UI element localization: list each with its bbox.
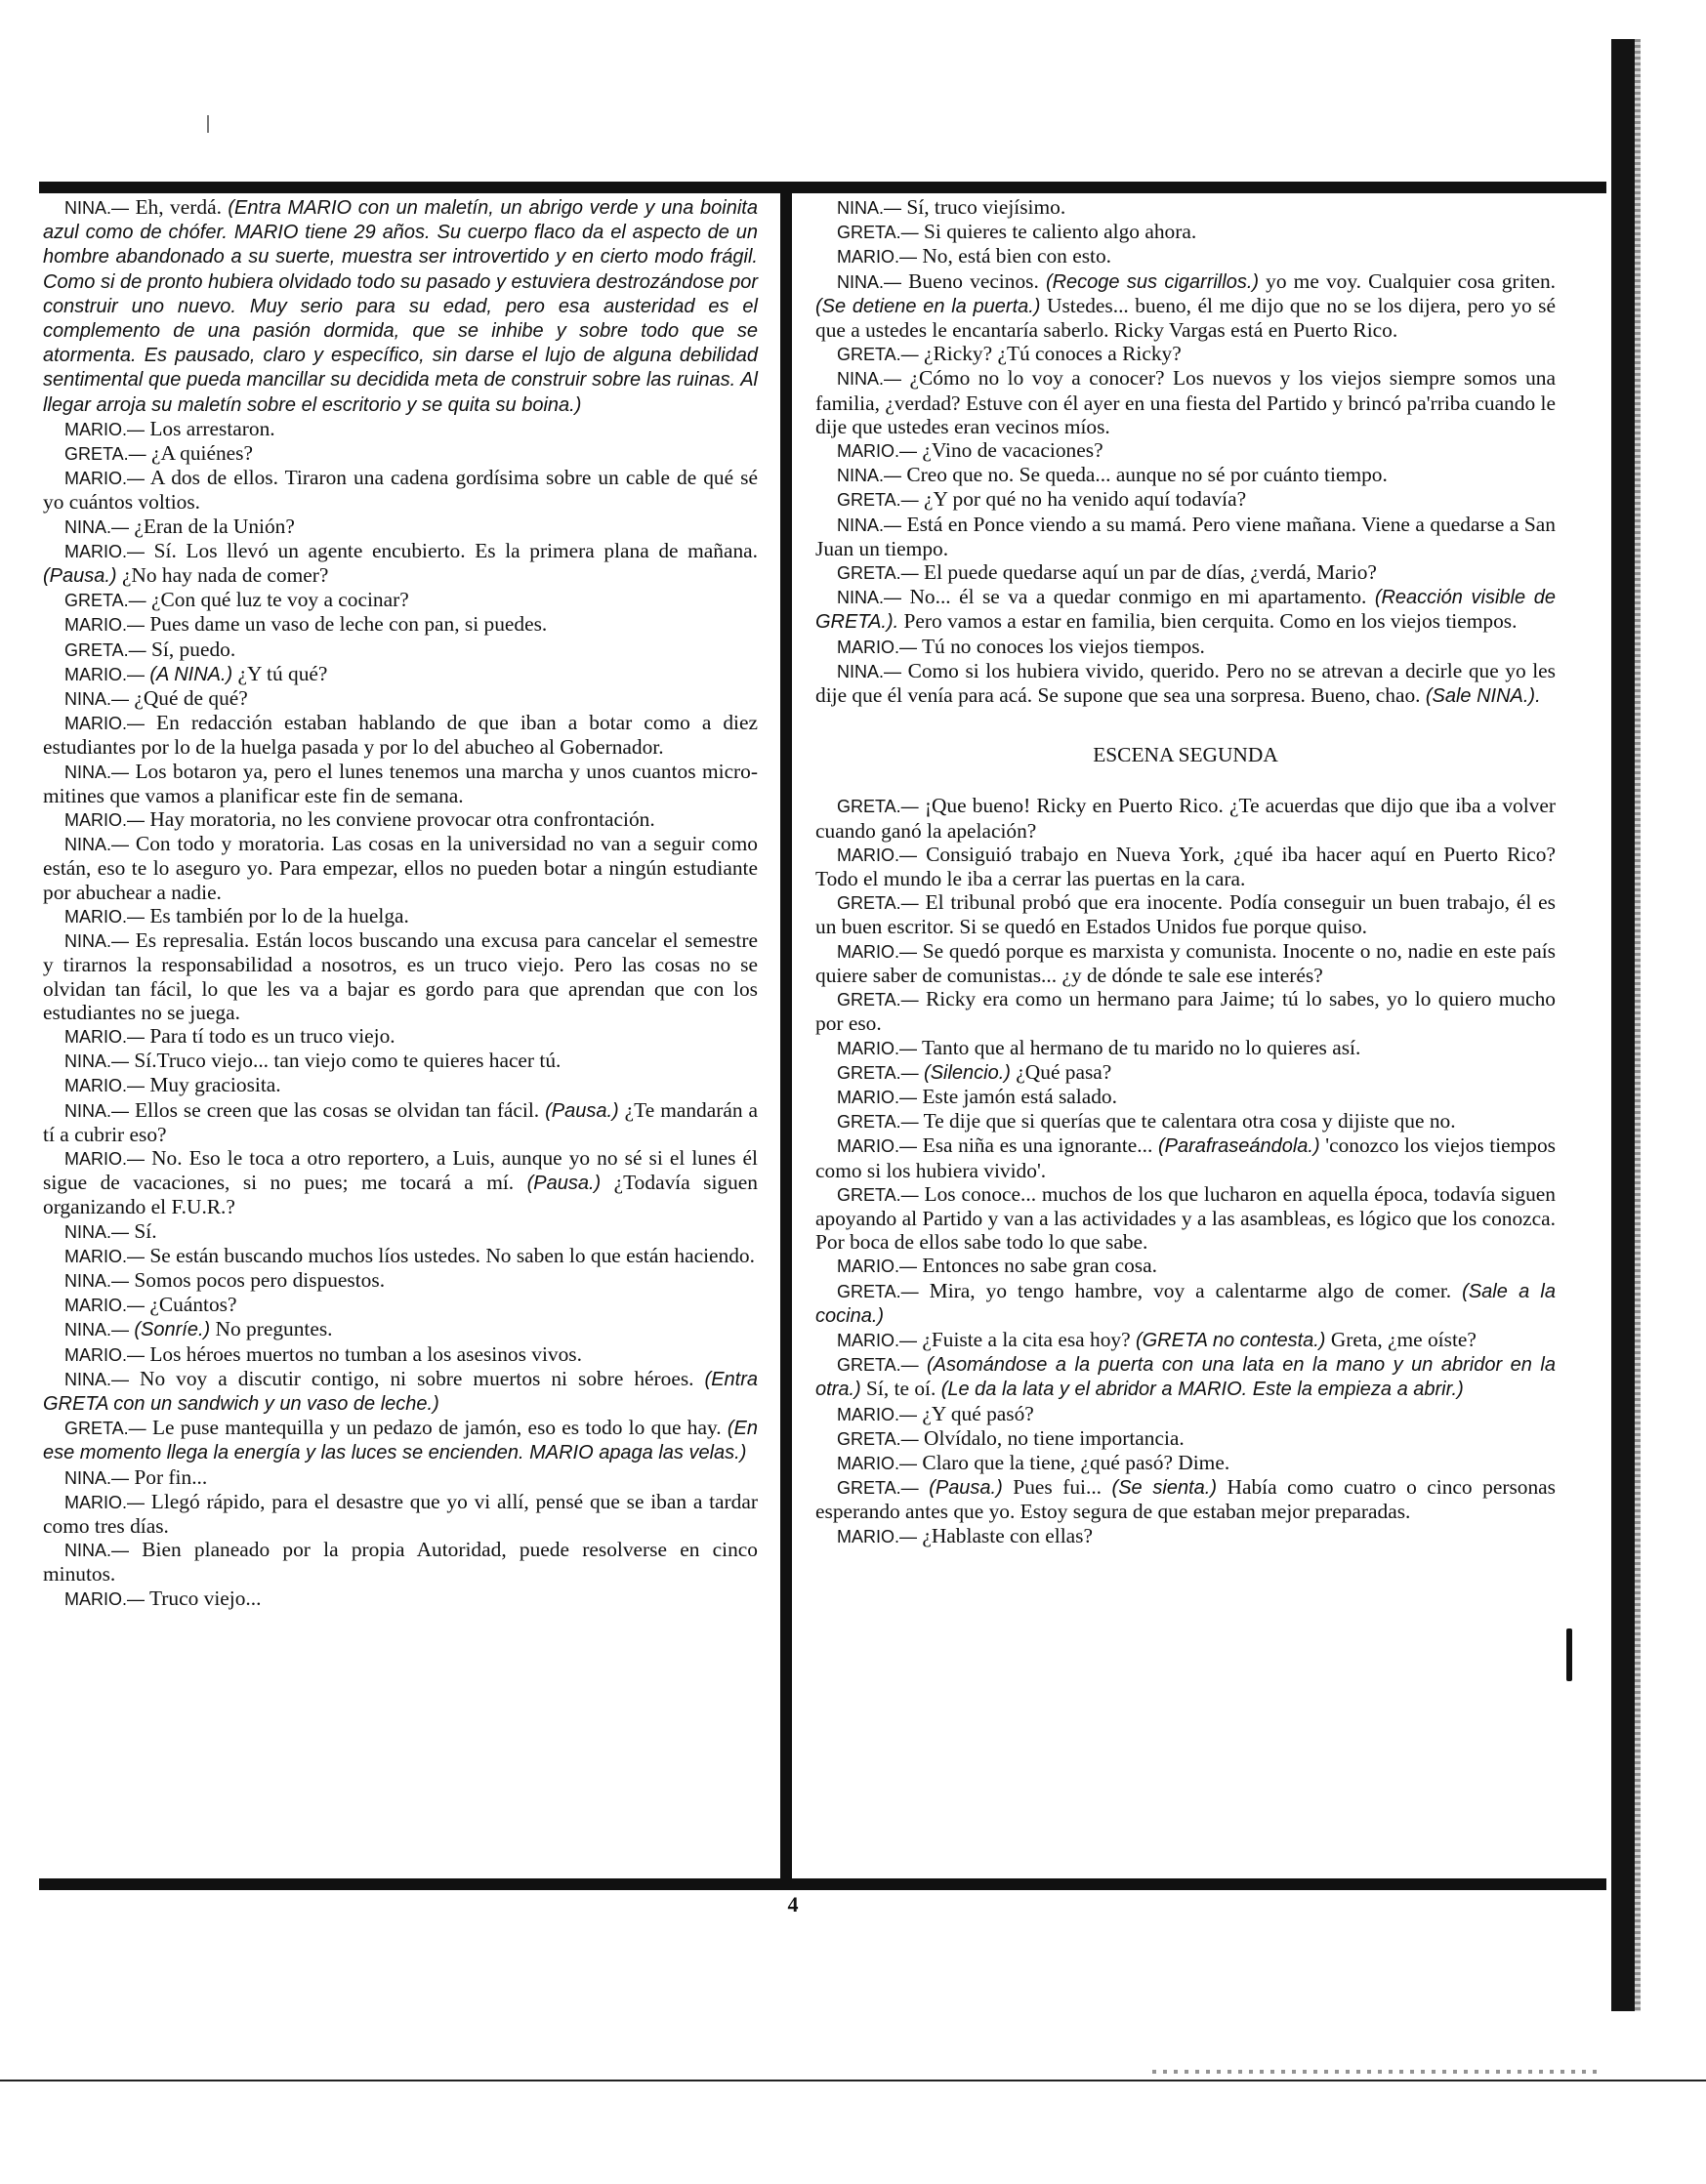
dialogue-paragraph (43, 1416, 758, 1464)
speaker-name: NINA.— (837, 271, 902, 292)
speaker-name: MARIO.— (64, 1076, 146, 1096)
dialogue-paragraph (815, 1402, 1556, 1426)
dialogue-paragraph (815, 1036, 1556, 1060)
dialogue-text: Mira, yo tengo hambre, voy a calentarme algo de comer. (918, 1278, 1463, 1302)
dialogue-paragraph (43, 638, 758, 662)
dialogue-text: ¿Te mandarán a tí a cubrir eso? (43, 1097, 758, 1146)
speaker-name: MARIO.— (64, 906, 146, 927)
dialogue-paragraph (43, 1465, 758, 1490)
stage-direction: (A NINA.) (149, 663, 233, 685)
dialogue-text: Sí, truco viejísimo. (901, 195, 1066, 219)
dialogue-text: Entonces no sabe gran cosa. (917, 1254, 1157, 1278)
speaker-name: NINA.— (64, 1221, 130, 1242)
speaker-name: NINA.— (64, 689, 130, 710)
dialogue-paragraph (43, 588, 758, 612)
dialogue-text: En redacción estaban hablando de que iban a botar como a diez estudiantes por lo de la huelga pasada y por lo del abucheo al Gobernador. (43, 711, 758, 760)
speaker-name: NINA.— (64, 1270, 130, 1291)
dialogue-text: Greta, ¿me oíste? (1325, 1327, 1477, 1351)
dialogue-paragraph (43, 1024, 758, 1049)
dialogue-paragraph (815, 1426, 1556, 1451)
dialogue-paragraph (815, 463, 1556, 487)
speaker-name: GRETA.— (837, 1478, 919, 1499)
speaker-name: GRETA.— (837, 990, 919, 1010)
speaker-name: NINA.— (64, 198, 130, 218)
dialogue-paragraph (43, 1219, 758, 1244)
speaker-name: NINA.— (64, 835, 130, 855)
dialogue-paragraph (43, 711, 758, 759)
dialogue-paragraph (43, 466, 758, 514)
dialogue-text: Ellos se creen que las cosas se olvidan tan fácil. (129, 1097, 546, 1122)
dialogue-text: No, está bien con esto. (917, 244, 1112, 268)
dialogue-paragraph (815, 939, 1556, 987)
speaker-name: GRETA.— (837, 1428, 919, 1449)
left-column (43, 195, 758, 1611)
dialogue-text: El tribunal probó que era inocente. Podía conseguir un buen trabajo, él es un buen escritor. Si se quedó en Estados Unidos fue porque quiso. (815, 890, 1556, 939)
speaker-name: MARIO.— (837, 1404, 918, 1424)
speaker-name: GRETA.— (837, 1281, 919, 1301)
dialogue-text (919, 1352, 927, 1376)
dialogue-text: ¡Que bueno! Ricky en Puerto Rico. ¿Te acuerdas que dijo que iba a volver cuando ganó la apelación? (815, 794, 1556, 843)
stage-direction: (Pausa.) (545, 1099, 619, 1122)
dialogue-text: Los conoce... muchos de los que lucharon en aquella época, todavía siguen apoyando al Partido y van a las actividades y a las asambleas, es lógico que los conozca. Por boca de ellos sabe todo lo que sabe. (815, 1181, 1556, 1255)
dialogue-text: Sí, te oí. (860, 1377, 941, 1401)
right-column-part-a (815, 195, 1556, 708)
stage-direction: (Silencio.) (924, 1061, 1011, 1084)
speaker-name: GRETA.— (837, 1184, 919, 1205)
dialogue-paragraph (43, 1538, 758, 1586)
speaker-name: NINA.— (64, 1467, 130, 1488)
dialogue-text: Está en Ponce viendo a su mamá. Pero viene mañana. Viene a quedarse a San Juan un tiempo. (815, 512, 1556, 560)
speaker-name: MARIO.— (837, 247, 918, 268)
speaker-name: MARIO.— (64, 615, 146, 636)
dialogue-paragraph (815, 1279, 1556, 1328)
dialogue-text: ¿Hablaste con ellas? (917, 1523, 1093, 1547)
dialogue-paragraph (43, 1049, 758, 1073)
speaker-name: MARIO.— (64, 1148, 146, 1169)
speaker-name: MARIO.— (837, 441, 918, 462)
dialogue-text: ¿Cómo no lo voy a conocer? Los nuevos y los viejos siempre somos una familia, ¿verdad? Estuve con él ayer en una fiesta del Partido y brincó pa'rriba cuando le dije que ustedes eran vecinos míos. (815, 366, 1556, 438)
stage-direction: (Sale a la cocina.) (815, 1280, 1556, 1327)
dialogue-text: Pero vamos a estar en familia, bien cerquita. Como en los viejos tiempos. (898, 609, 1518, 634)
stage-direction: (GRETA no contesta.) (1135, 1329, 1326, 1351)
dialogue-paragraph (815, 1451, 1556, 1475)
dialogue-text: Bien planeado por la propia Autoridad, puede resolverse en cinco minutos. (43, 1538, 758, 1586)
dialogue-paragraph (43, 1293, 758, 1317)
dialogue-text: Había como cuatro o cinco personas esperando antes que yo. Estoy segura de que estaban mejor preparadas. (815, 1475, 1556, 1524)
dialogue-text: ¿Qué pasa? (1010, 1059, 1112, 1084)
dialogue-text: A dos de ellos. Tiraron una cadena gordísima sobre un cable de qué sé yo cuántos voltios. (43, 466, 758, 515)
dialogue-text: Sí, puedo. (146, 637, 236, 661)
bottom-rule (39, 1878, 1606, 1890)
dialogue-paragraph (815, 560, 1556, 585)
dialogue-text: No preguntes. (210, 1317, 333, 1341)
speaker-name: NINA.— (837, 515, 902, 535)
dialogue-paragraph (43, 417, 758, 441)
speaker-name: MARIO.— (64, 541, 146, 561)
dialogue-text: Truco viejo... (145, 1586, 262, 1610)
dialogue-paragraph (815, 1524, 1556, 1548)
dialogue-text: ¿A quiénes? (146, 441, 253, 466)
dialogue-paragraph (815, 1109, 1556, 1133)
dialogue-paragraph (815, 585, 1556, 634)
stage-direction: (Entra MARIO con un maletín, un abrigo verde y una boinita azul como de chófer. MARIO tiene 29 años. Su cuerpo flaco da el aspecto de un hombre abandonado a su suerte, muestra ser introvertido y en cierto modo frágil. Como si de pronto hubiera olvidado todo su pasado y estuviera destrozándose por construir uno nuevo. Muy serio para su edad, pero esa austeridad es el complemento de una pasión dormida, que se inhibe y sobre todo que se atormenta. Es pausado, claro y específico, sin darse el lujo de alguna debilidad sentimental que pueda mancillar su decidida meta de construir sobre las ruinas. Al llegar arroja su maletín sobre el escritorio y se quita su boina.) (43, 197, 758, 416)
dialogue-paragraph (815, 269, 1556, 343)
right-column (815, 195, 1556, 1548)
dialogue-text: Eh, verdá. (129, 195, 229, 219)
stray-scan-mark (207, 115, 209, 133)
dialogue-paragraph (43, 1586, 758, 1611)
speaker-name: MARIO.— (64, 1296, 146, 1316)
dialogue-text: 'conozco los viejos tiempos como si los hubiera vivido'. (815, 1133, 1556, 1182)
dialogue-paragraph (43, 1342, 758, 1367)
speaker-name: MARIO.— (837, 1453, 918, 1473)
dialogue-paragraph (815, 487, 1556, 512)
dialogue-paragraph (815, 635, 1556, 659)
stage-direction: (Pausa.) (526, 1173, 602, 1195)
dialogue-text: Tú no conoces los viejos tiempos. (917, 634, 1205, 658)
dialogue-paragraph (43, 904, 758, 928)
dialogue-paragraph (815, 1133, 1556, 1181)
dialogue-text: ¿Fuiste a la cita esa hoy? (917, 1327, 1136, 1351)
dialogue-paragraph (815, 244, 1556, 268)
dialogue-text: Hay moratoria, no les conviene provocar otra confrontación. (145, 807, 655, 832)
speaker-name: NINA.— (837, 661, 902, 681)
stage-direction: (Parafraseándola.) (1157, 1135, 1320, 1158)
speaker-name: NINA.— (64, 1320, 130, 1340)
dialogue-text: Como si los hubiera vivido, querido. Pero no se atrevan a decirle que yo les dije que él venía para acá. Se supone que sea una sorpresa. Bueno, chao. (815, 658, 1556, 708)
dialogue-paragraph (815, 1352, 1556, 1401)
dialogue-text: Para tí todo es un truco viejo. (145, 1023, 395, 1048)
speaker-name: GRETA.— (64, 591, 146, 611)
dialogue-paragraph (43, 1490, 758, 1538)
speaker-name: MARIO.— (837, 1330, 918, 1350)
speaker-name: MARIO.— (837, 1257, 918, 1277)
dialogue-text: ¿Ricky? ¿Tú conoces a Ricky? (918, 342, 1182, 366)
scene-heading: ESCENA SEGUNDA (1093, 743, 1278, 767)
dialogue-text: Este jamón está salado. (917, 1084, 1117, 1108)
speaker-name: MARIO.— (64, 1026, 146, 1047)
dialogue-paragraph (43, 612, 758, 637)
speaker-name: NINA.— (64, 516, 130, 537)
dialogue-paragraph (815, 513, 1556, 560)
speaker-name: GRETA.— (64, 639, 146, 660)
dialogue-paragraph (815, 220, 1556, 244)
dialogue-text: ¿Todavía siguen organizando el F.U.R.? (43, 1171, 758, 1219)
speaker-name: MARIO.— (64, 1492, 146, 1512)
dialogue-paragraph (43, 686, 758, 711)
dialogue-paragraph (43, 662, 758, 686)
speaker-name: MARIO.— (837, 1526, 918, 1546)
speaker-name: GRETA.— (837, 1112, 919, 1133)
stage-direction: (Asomándose a la puerta con una lata en la mano y un abridor en la otra.) (815, 1354, 1556, 1401)
dialogue-text: No voy a discutir contigo, ni sobre muertos ni sobre héroes. (129, 1366, 705, 1390)
dialogue-paragraph (815, 794, 1556, 842)
speaker-name: GRETA.— (837, 1355, 919, 1376)
speaker-name: GRETA.— (837, 563, 919, 584)
scan-bottom-line (0, 2080, 1706, 2081)
dialogue-text: ¿Qué de qué? (129, 686, 248, 711)
speaker-name: NINA.— (64, 1051, 130, 1072)
speaker-name: MARIO.— (64, 469, 146, 489)
speaker-name: GRETA.— (837, 223, 919, 243)
dialogue-text: El puede quedarse aquí un par de días, ¿verdá, Mario? (918, 560, 1377, 585)
dialogue-paragraph (815, 1182, 1556, 1255)
speaker-name: MARIO.— (64, 1344, 146, 1365)
dialogue-text: Claro que la tiene, ¿qué pasó? Dime. (917, 1450, 1230, 1474)
dialogue-text: ¿Vino de vacaciones? (917, 438, 1103, 463)
dialogue-text: Por fin... (129, 1464, 208, 1489)
dialogue-paragraph (815, 1085, 1556, 1109)
dialogue-text: Consiguió trabajo en Nueva York, ¿qué iba hacer aquí en Puerto Rico? Todo el mundo le iba a cerrar las puertas en la cara. (815, 842, 1556, 891)
dialogue-paragraph (43, 807, 758, 832)
speaker-name: MARIO.— (64, 1588, 146, 1609)
speaker-name: NINA.— (837, 369, 902, 390)
dialogue-paragraph (815, 987, 1556, 1035)
dialogue-text: No. Eso le toca a otro reportero, a Luis, aunque yo no sé si el lunes él sigue de vacaciones, si no pues; me tocará a mí. (43, 1145, 758, 1195)
dialogue-text: Esa niña es una ignorante... (917, 1133, 1158, 1158)
dialogue-text: Sí. (129, 1218, 157, 1243)
dialogue-text: Le puse mantequilla y un pedazo de jamón, eso es todo lo que hay. (146, 1416, 728, 1440)
dialogue-text: Pues fui... (1002, 1475, 1112, 1500)
speaker-name: MARIO.— (837, 1038, 918, 1058)
dialogue-text: Se están buscando muchos líos ustedes. No saben lo que están haciendo. (145, 1243, 755, 1267)
stage-direction: (Sonríe.) (134, 1319, 211, 1341)
dialogue-text: Creo que no. Se queda... aunque no sé por cuánto tiempo. (901, 463, 1388, 487)
dialogue-text: Sí. Los llevó un agente encubierto. Es la primera plana de mañana. (145, 538, 758, 562)
dialogue-text: Es también por lo de la huelga. (145, 903, 409, 927)
dialogue-text: ¿Con qué luz te voy a cocinar? (146, 588, 409, 612)
speaker-name: MARIO.— (64, 664, 146, 684)
dialogue-paragraph (43, 1098, 758, 1146)
dialogue-text: Ustedes... bueno, él me dijo que no se los dijera, pero yo sé que a ustedes le encantaría saberlo. Ricky Vargas está en Puerto Rico. (815, 293, 1556, 343)
dialogue-paragraph (43, 195, 758, 417)
dialogue-text: Sí.Truco viejo... tan viejo como te quieres hacer tú. (129, 1049, 562, 1073)
dialogue-text: Muy graciosita. (145, 1073, 281, 1097)
speaker-name: NINA.— (64, 1369, 130, 1389)
dialogue-text: Olvídalo, no tiene importancia. (918, 1425, 1185, 1450)
margin-pen-mark (1566, 1628, 1572, 1681)
dialogue-text: Bueno vecinos. (901, 268, 1046, 293)
speaker-name: MARIO.— (64, 810, 146, 831)
dialogue-paragraph (43, 1268, 758, 1293)
stage-direction: (Se sienta.) (1111, 1477, 1217, 1500)
dialogue-text: Pues dame un vaso de leche con pan, si puedes. (145, 612, 548, 637)
speaker-name: GRETA.— (837, 893, 919, 914)
dialogue-text: Los botaron ya, pero el lunes tenemos una marcha y unos cuantos micro-mitines que vamos a planificar este fin de semana. (43, 759, 758, 807)
dialogue-paragraph (815, 438, 1556, 463)
dialogue-text: ¿Y tú qué? (232, 661, 328, 685)
dialogue-paragraph (43, 1367, 758, 1416)
top-rule (39, 182, 1606, 193)
dialogue-text: ¿Eran de la Unión? (129, 514, 295, 538)
stage-direction: (Pausa.) (43, 565, 117, 588)
speaker-name: GRETA.— (837, 490, 919, 511)
speaker-name: MARIO.— (64, 1246, 146, 1266)
speaker-name: MARIO.— (64, 419, 146, 439)
dialogue-paragraph (43, 1073, 758, 1097)
stage-direction: (En ese momento llega la energía y las luces se encienden. MARIO apaga las velas.) (43, 1418, 758, 1464)
dialogue-paragraph (43, 1146, 758, 1219)
speaker-name: NINA.— (64, 1100, 130, 1121)
dialogue-text: Es represalia. Están locos buscando una excusa para cancelar el semestre y tirarnos la responsabilidad a nosotros, es un truco viejo. Pero las cosas no se olvidan tan fácil, lo que les va a bajar es gordo para que aprendan que con los estudiantes no se juega. (43, 928, 758, 1024)
dialogue-text: yo me voy. Cualquier cosa griten. (1259, 268, 1556, 293)
dialogue-paragraph (815, 1254, 1556, 1278)
speaker-name: MARIO.— (837, 1087, 918, 1107)
dialogue-paragraph (815, 1475, 1556, 1523)
speaker-name: MARIO.— (64, 714, 146, 734)
stage-direction: (Entra GRETA con un sandwich y un vaso de leche.) (43, 1368, 758, 1415)
dialogue-paragraph (815, 1328, 1556, 1352)
dialogue-paragraph (43, 539, 758, 588)
dialogue-text: ¿Y por qué no ha venido aquí todavía? (918, 487, 1247, 512)
dialogue-paragraph (815, 342, 1556, 366)
speaker-name: NINA.— (837, 466, 902, 486)
stage-direction: (Reacción visible de GRETA.). (815, 587, 1556, 634)
dialogue-text (919, 1475, 930, 1499)
dialogue-text: ¿Y qué pasó? (917, 1401, 1034, 1425)
speaker-name: NINA.— (837, 588, 902, 608)
speaker-name: GRETA.— (837, 345, 919, 365)
stage-direction: (Pausa.) (929, 1477, 1003, 1500)
speaker-name: GRETA.— (64, 444, 146, 465)
speaker-name: GRETA.— (64, 1419, 146, 1439)
dialogue-paragraph (43, 1244, 758, 1268)
stage-direction: (Sale NINA.). (1425, 685, 1541, 708)
dialogue-text: No... él se va a quedar conmigo en mi apartamento. (901, 585, 1375, 609)
dialogue-text: ¿Cuántos? (145, 1293, 237, 1317)
speaker-name: NINA.— (837, 198, 902, 218)
speaker-name: MARIO.— (837, 1136, 918, 1157)
right-column-part-b (815, 794, 1556, 1547)
dialogue-text: Llegó rápido, para el desastre que yo vi allí, pensé que se iban a tardar como tres días. (43, 1489, 758, 1538)
dialogue-paragraph (43, 928, 758, 1024)
speaker-name: MARIO.— (837, 637, 918, 657)
dialogue-paragraph (815, 843, 1556, 890)
speaker-name: NINA.— (64, 762, 130, 782)
scan-border-edge (1635, 39, 1641, 2011)
dialogue-text: Te dije que si querías que te calentara otra cosa y dijiste que no. (918, 1109, 1456, 1133)
dialogue-text: Tanto que al hermano de tu marido no lo quieres así. (917, 1035, 1361, 1059)
speaker-name: GRETA.— (837, 1062, 919, 1083)
column-divider (780, 191, 792, 1880)
dialogue-text: Ricky era como un hermano para Jaime; tú lo sabes, yo lo quiero mucho por eso. (815, 987, 1556, 1036)
dialogue-paragraph (43, 760, 758, 807)
dialogue-text: ¿No hay nada de comer? (116, 563, 329, 588)
dialogue-paragraph (43, 832, 758, 904)
dialogue-paragraph (815, 195, 1556, 220)
dialogue-paragraph (43, 515, 758, 539)
dialogue-text: Se quedó porque es marxista y comunista. Inocente o no, nadie en este país quiere saber de comunistas... ¿y de dónde te sale ese interés? (815, 938, 1556, 987)
speaker-name: MARIO.— (837, 845, 918, 865)
dialogue-text: Si quieres te caliento algo ahora. (918, 220, 1197, 244)
stage-direction: (Le da la lata y el abridor a MARIO. Este la empieza a abrir.) (940, 1379, 1464, 1401)
stage-direction: (Recoge sus cigarrillos.) (1045, 270, 1260, 293)
scan-border-right (1611, 39, 1635, 2011)
speaker-name: NINA.— (64, 931, 130, 952)
dialogue-paragraph (815, 890, 1556, 938)
speaker-name: NINA.— (64, 1541, 130, 1561)
stage-direction: (Se detiene en la puerta.) (815, 295, 1041, 317)
dialogue-paragraph (815, 1060, 1556, 1085)
dialogue-paragraph (43, 441, 758, 466)
dialogue-text: Los arrestaron. (145, 416, 275, 440)
dialogue-paragraph (815, 366, 1556, 438)
dialogue-text: Somos pocos pero dispuestos. (129, 1267, 386, 1292)
speaker-name: MARIO.— (837, 941, 918, 962)
dialogue-paragraph (815, 659, 1556, 708)
dialogue-text: Los héroes muertos no tumban a los asesinos vivos. (145, 1341, 582, 1366)
dialogue-text: Con todo y moratoria. Las cosas en la universidad no van a seguir como están, eso te lo aseguro yo. Para empezar, ellos no pueden botar a ningún estudiante por abuchear a nadie. (43, 832, 758, 904)
dialogue-paragraph (43, 1317, 758, 1341)
page-number: 4 (787, 1892, 799, 1916)
speaker-name: GRETA.— (837, 797, 919, 817)
scan-noise (1152, 2070, 1602, 2074)
